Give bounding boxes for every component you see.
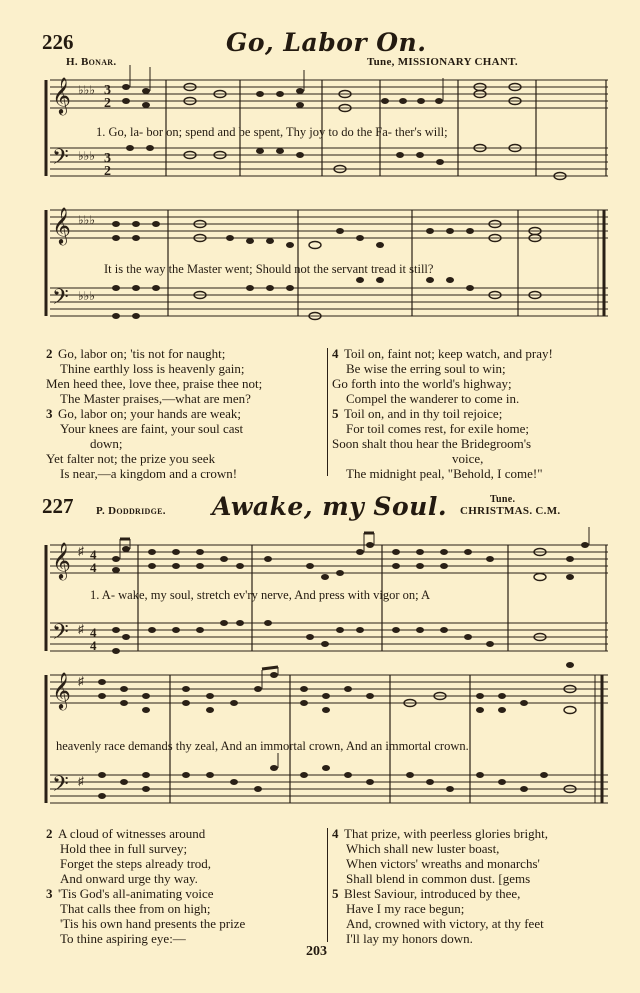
verse-line: Which shall new luster boast, [346, 841, 500, 856]
hymn-lyric-line: It is the way the Master went; Should not the servant tread it still? [104, 262, 434, 276]
verse-line: 4 That prize, with peerless glories bright, [332, 826, 548, 841]
verse-line: Yet falter not; the prize you seek [46, 451, 216, 466]
svg-text:♯: ♯ [78, 544, 84, 558]
svg-text:𝄞: 𝄞 [52, 207, 71, 243]
verse-line: Men heed thee, love thee, praise thee not; [46, 376, 263, 391]
svg-text:𝄞: 𝄞 [52, 542, 71, 578]
verse-line: 3 Go, labor on; your hands are weak; [46, 406, 242, 421]
hymn-number: 227 [42, 494, 74, 518]
verse-line: 3 'Tis God's all-animating voice [46, 886, 214, 901]
hymn-tune: CHRISTMAS. C.M. [460, 505, 561, 517]
verse-line: The Master praises,—what are men? [60, 391, 251, 406]
hymn-lyric-line: 1. A- wake, my soul, stretch ev'ry nerve, And press with vigor on; A [90, 588, 431, 602]
svg-text:♭♭♭: ♭♭♭ [78, 213, 95, 227]
verse-line: When victors' wreaths and monarchs' [346, 856, 540, 871]
column-divider [327, 828, 328, 942]
svg-text:2: 2 [104, 96, 111, 111]
svg-text:𝄢: 𝄢 [52, 772, 69, 801]
hymn-author: P. Doddridge. [96, 505, 166, 517]
column-divider [327, 348, 328, 476]
verse-line: 'Tis his own hand presents the prize [60, 916, 246, 931]
verse-line: And onward urge thy way. [60, 871, 198, 886]
verse-line: Shall blend in common dust. [gems [346, 871, 531, 886]
verses-left [46, 826, 245, 946]
svg-text:4: 4 [90, 560, 97, 575]
verse-line: Go forth into the world's highway; [332, 376, 512, 391]
verse-line: 2 A cloud of witnesses around [46, 826, 206, 841]
svg-text:𝄞: 𝄞 [52, 77, 71, 113]
svg-text:2: 2 [104, 164, 111, 179]
verse-line: Is near,—a kingdom and a crown! [60, 466, 238, 481]
verse-line: Hold thee in full survey; [60, 841, 188, 856]
verse-line: down; [90, 436, 123, 451]
hymn-author: H. Bonar. [66, 56, 117, 68]
svg-text:♯: ♯ [78, 774, 84, 788]
svg-text:♯: ♯ [78, 622, 84, 636]
verse-line: 5 Blest Saviour, introduced by thee, [332, 886, 521, 901]
svg-text:𝄢: 𝄢 [52, 285, 69, 314]
page-number: 203 [306, 944, 327, 959]
svg-text:♭♭♭: ♭♭♭ [78, 149, 95, 163]
svg-text:♭♭♭: ♭♭♭ [78, 83, 95, 97]
verse-line: Soon shalt thou hear the Bridegroom's [332, 436, 532, 451]
verses-right [332, 826, 548, 946]
svg-text:3: 3 [104, 83, 111, 98]
verses-right [332, 346, 553, 481]
verse-line: voice, [452, 451, 484, 466]
verse-line: Forget the steps already trod, [60, 856, 212, 871]
hymn-lyric-line: 1. Go, la- bor on; spend and be spent, Thy joy to do the Fa- ther's will; [96, 125, 448, 139]
verses-left [46, 346, 262, 481]
svg-text:𝄢: 𝄢 [52, 145, 69, 174]
verse-line: Compel the wanderer to come in. [346, 391, 520, 406]
verse-line: To thine aspiring eye:— [60, 931, 186, 946]
verse-line: Your knees are faint, your soul cast [60, 421, 244, 436]
hymn-number: 226 [42, 30, 74, 54]
verse-line: The midnight peal, "Behold, I come!" [346, 466, 543, 481]
verse-line: 4 Toil on, faint not; keep watch, and pray! [332, 346, 553, 361]
hymn-title: Go, Labor On. [226, 28, 427, 57]
verse-line: And, crowned with victory, at thy feet [346, 916, 544, 931]
hymn-lyric-line: heavenly race demands thy zeal, And an immortal crown, And an immortal crown. [56, 739, 469, 753]
verse-line: That calls thee from on high; [60, 901, 211, 916]
svg-text:𝄢: 𝄢 [52, 620, 69, 649]
svg-text:♯: ♯ [78, 674, 84, 688]
svg-text:4: 4 [90, 638, 97, 653]
hymn-title: Awake, my Soul. [212, 492, 448, 521]
verse-line: 5 Toil on, and in thy toil rejoice; [332, 406, 503, 421]
verse-line: I'll lay my honors down. [346, 931, 473, 946]
hymn-tune: Tune, MISSIONARY CHANT. [367, 56, 518, 68]
verse-line: For toil comes rest, for exile home; [346, 421, 530, 436]
verse-line: Have I my race begun; [346, 901, 465, 916]
svg-text:♭♭♭: ♭♭♭ [78, 289, 95, 303]
verse-line: Thine earthly loss is heavenly gain; [60, 361, 245, 376]
svg-text:3: 3 [104, 151, 111, 166]
svg-text:4: 4 [90, 625, 97, 640]
hymn-tune-label: Tune. [490, 494, 516, 505]
svg-text:4: 4 [90, 547, 97, 562]
svg-text:𝄞: 𝄞 [52, 672, 71, 708]
verse-line: Be wise the erring soul to win; [346, 361, 506, 376]
verse-line: 2 Go, labor on; 'tis not for naught; [46, 346, 226, 361]
